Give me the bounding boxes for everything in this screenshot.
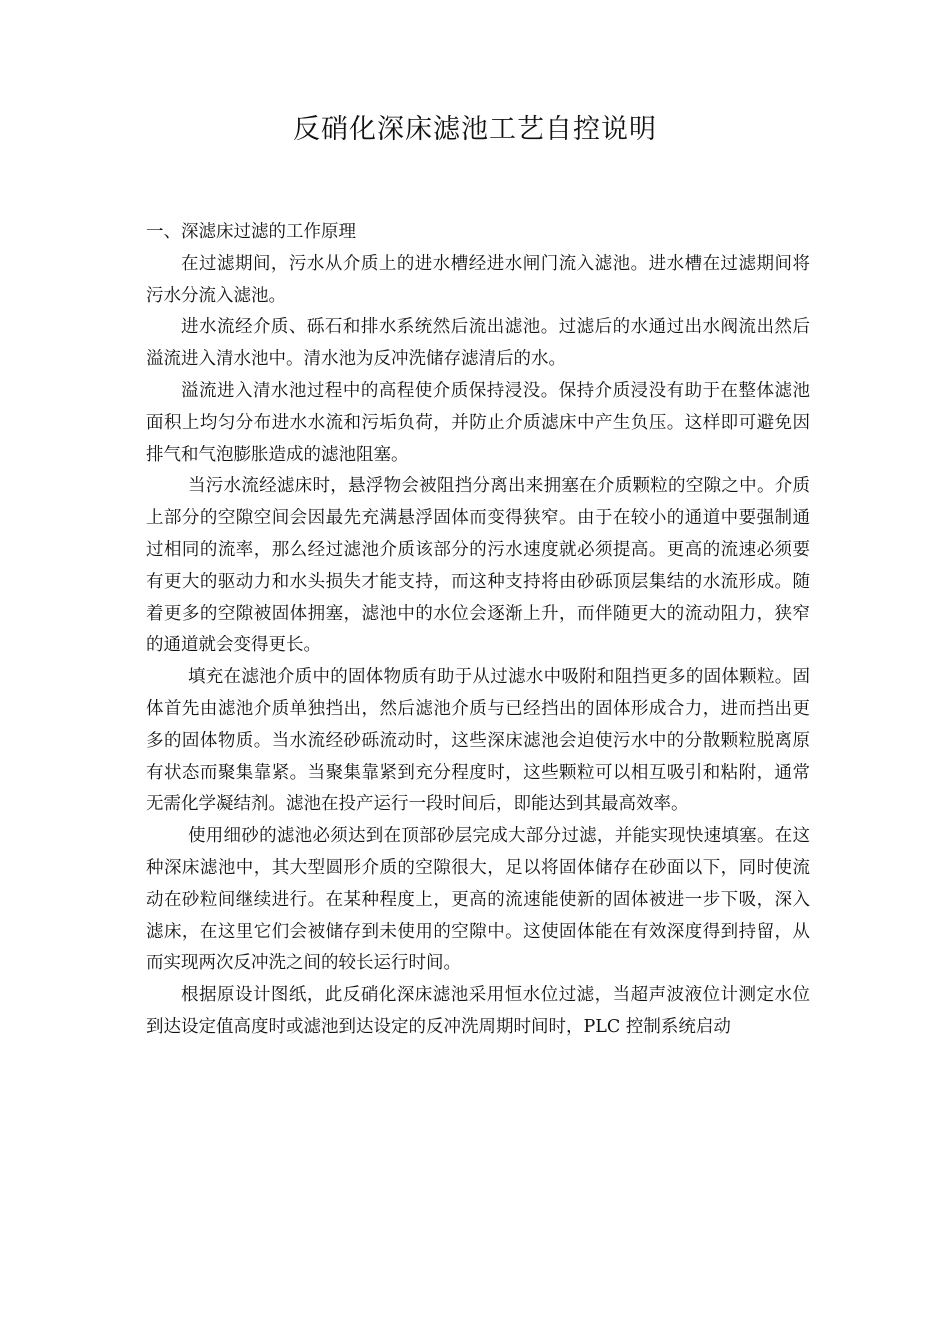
document-body: [146, 217, 810, 1044]
paragraph-6: 使用细砂的滤池必须达到在顶部砂层完成大部分过滤，并能实现快速填塞。在这种深床滤池中，其大型圆形介质的空隙很大，足以将固体储存在砂面以下，同时使流动在砂粒间继续进行。在某种程度上，更高的流速能使新的固体被进一步下吸，深入滤床，在这里它们会被储存到未使用的空隙中。这使固体能在有效深度得到持留，从而实现两次反冲洗之间的较长运行时间。: [146, 826, 810, 974]
paragraph-7: 根据原设计图纸，此反硝化深床滤池采用恒水位过滤，当超声波液位计测定水位到达设定值高度时或滤池到达设定的反冲洗周期时间时，PLC 控制系统启动: [146, 985, 810, 1037]
section-heading: 一、深滤床过滤的工作原理: [146, 222, 356, 242]
paragraph-4: 当污水流经滤床时，悬浮物会被阻挡分离出来拥塞在介质颗粒的空隙之中。介质上部分的空隙空间会因最先充满悬浮固体而变得狭窄。由于在较小的通道中要强制通过相同的流率，那么经过滤池介质该部分的污水速度就必须提高。更高的流速必须要有更大的驱动力和水头损失才能支持，而这种支持将由砂砾顶层集结的水流形成。随着更多的空隙被固体拥塞，滤池中的水位会逐渐上升，而伴随更大的流动阻力，狭窄的通道就会变得更长。: [146, 476, 810, 656]
paragraph-5: 填充在滤池介质中的固体物质有助于从过滤水中吸附和阻挡更多的固体颗粒。固体首先由滤池介质单独挡出，然后滤池介质与已经挡出的固体形成合力，进而挡出更多的固体物质。当水流经砂砾流动时，这些深床滤池会迫使污水中的分散颗粒脱离原有状态而聚集靠紧。当聚集靠紧到充分程度时，这些颗粒可以相互吸引和粘附，通常无需化学凝结剂。滤池在投产运行一段时间后，即能达到其最高效率。: [146, 667, 810, 815]
paragraph-1: 在过滤期间，污水从介质上的进水槽经进水闸门流入滤池。进水槽在过滤期间将污水分流入滤池。: [146, 253, 810, 306]
paragraph-2: 进水流经介质、砾石和排水系统然后流出滤池。过滤后的水通过出水阀流出然后溢流进入清水池中。清水池为反冲洗储存滤清后的水。: [146, 317, 810, 370]
paragraph-3: 溢流进入清水池过程中的高程使介质保持浸没。保持介质浸没有助于在整体滤池面积上均匀分布进水水流和污垢负荷，并防止介质滤床中产生负压。这样即可避免因排气和气泡膨胀造成的滤池阻塞。: [146, 380, 810, 465]
document-title: 反硝化深床滤池工艺自控说明: [293, 114, 657, 145]
